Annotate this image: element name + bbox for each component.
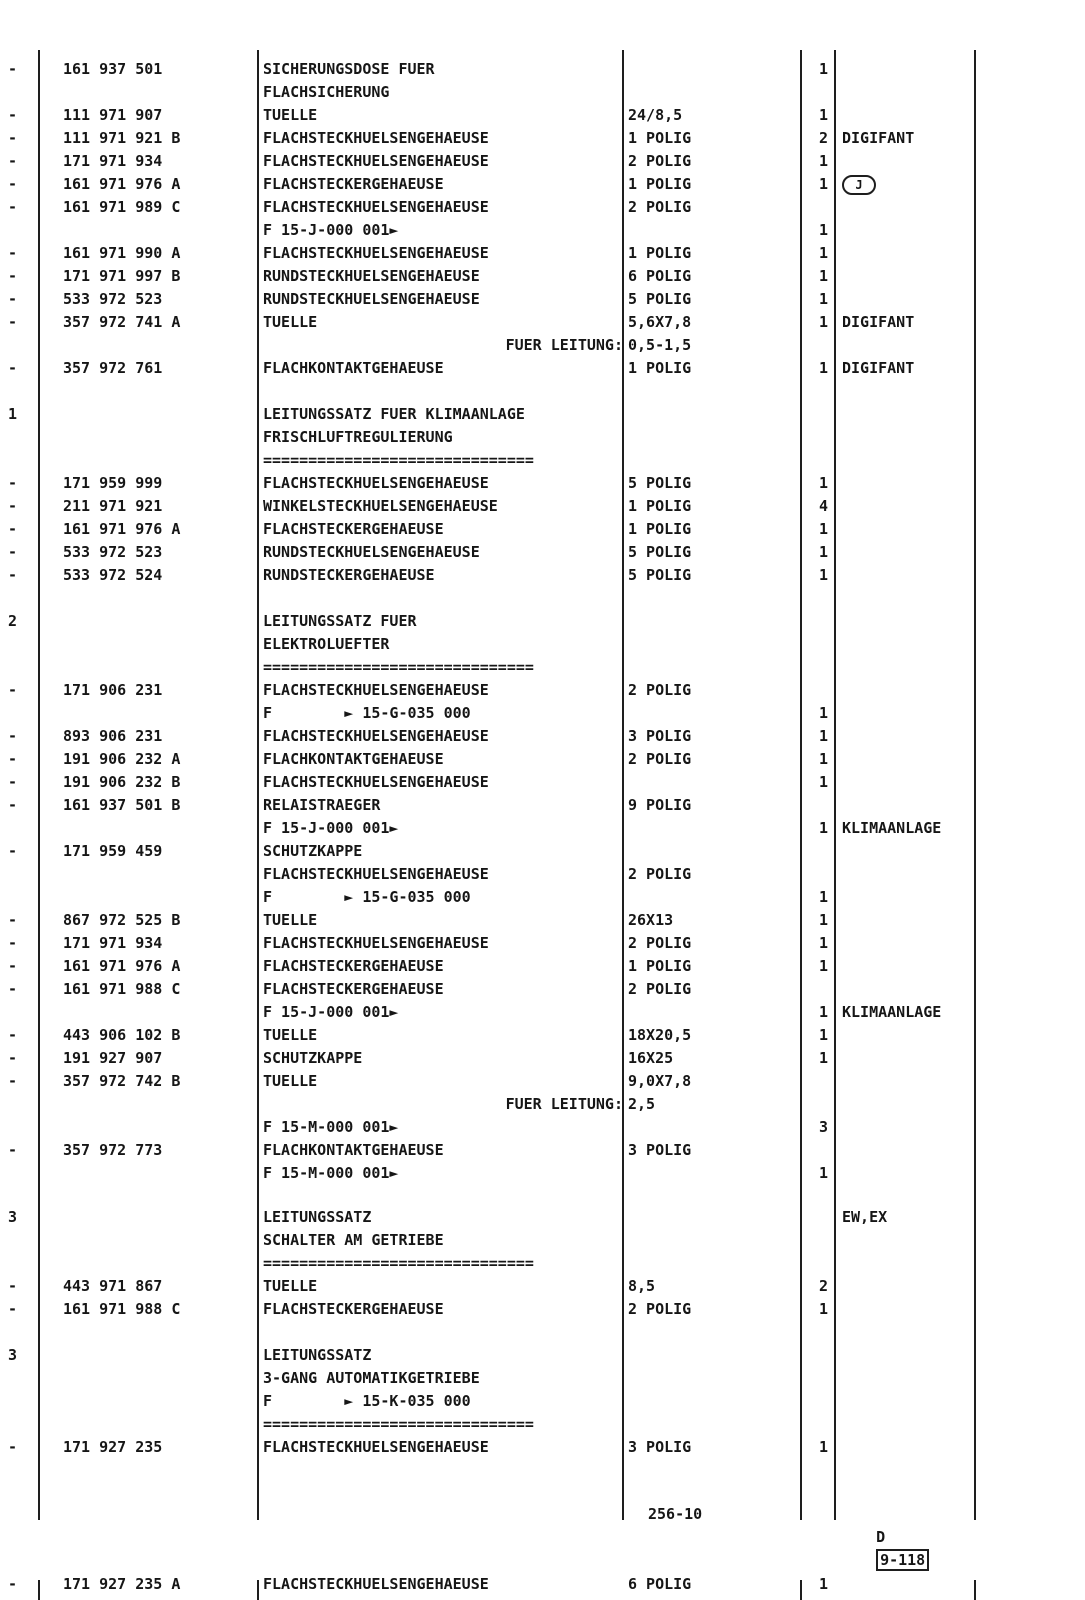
specification-cell: 26X13 [628, 911, 674, 929]
table-row [0, 748, 1085, 771]
part-number-cell: 357 972 741 A [63, 313, 181, 331]
position-cell: - [8, 934, 18, 952]
table-row [0, 1162, 1085, 1185]
specification-cell: 5 POLIG [628, 290, 692, 308]
quantity-cell: 1 [818, 1575, 828, 1593]
description-cell: FUER LEITUNG: [505, 336, 623, 354]
table-row [0, 288, 1085, 311]
table-row [0, 1093, 1085, 1116]
quantity-cell: 1 [818, 1300, 828, 1318]
specification-cell: 24/8,5 [628, 106, 683, 124]
description-cell: LEITUNGSSATZ [263, 1208, 372, 1226]
position-cell: - [8, 911, 18, 929]
part-number-cell: 161 971 988 C [63, 980, 181, 998]
position-cell: - [8, 773, 18, 791]
specification-cell: 6 POLIG [628, 267, 692, 285]
table-row [0, 426, 1085, 449]
table-row [0, 173, 1085, 196]
table-row [0, 840, 1085, 863]
position-cell: - [8, 543, 18, 561]
quantity-cell: 1 [818, 773, 828, 791]
position-cell: - [8, 1438, 18, 1456]
table-row [0, 564, 1085, 587]
description-cell: FUER LEITUNG: [505, 1095, 623, 1113]
quantity-cell: 1 [818, 520, 828, 538]
specification-cell: 6 POLIG [628, 1575, 692, 1593]
table-row [0, 449, 1085, 472]
table-row [0, 794, 1085, 817]
specification-cell: 2 POLIG [628, 152, 692, 170]
table-row [0, 104, 1085, 127]
table-row [0, 610, 1085, 633]
quantity-cell: 1 [818, 244, 828, 262]
position-cell: - [8, 1300, 18, 1318]
description-cell: SCHUTZKAPPE [263, 842, 363, 860]
table-row [0, 1116, 1085, 1139]
specification-cell: 3 POLIG [628, 1141, 692, 1159]
quantity-cell: 2 [818, 129, 828, 147]
quantity-cell: 1 [818, 1164, 828, 1182]
description-cell: LEITUNGSSATZ FUER KLIMAANLAGE [263, 405, 525, 423]
specification-cell: 2 POLIG [628, 865, 692, 883]
position-cell: - [8, 1026, 18, 1044]
position-cell: - [8, 1575, 18, 1593]
description-cell: FLACHSTECKHUELSENGEHAEUSE [263, 934, 489, 952]
quantity-cell: 1 [818, 566, 828, 584]
table-row [0, 817, 1085, 840]
part-number-cell: 161 937 501 B [63, 796, 181, 814]
table-row [0, 219, 1085, 242]
specification-cell: 2 POLIG [628, 198, 692, 216]
part-number-cell: 357 972 742 B [63, 1072, 181, 1090]
position-cell: - [8, 359, 18, 377]
quantity-cell: 1 [818, 221, 828, 239]
position-cell: - [8, 198, 18, 216]
quantity-cell: 1 [818, 1026, 828, 1044]
table-row [0, 863, 1085, 886]
table-row [0, 150, 1085, 173]
quantity-cell: 1 [818, 290, 828, 308]
page-letter: D [876, 1528, 886, 1546]
description-cell: TUELLE [263, 911, 318, 929]
position-cell: - [8, 129, 18, 147]
quantity-cell: 1 [818, 1049, 828, 1067]
description-cell: FLACHSTECKHUELSENGEHAEUSE [263, 198, 489, 216]
description-cell: FLACHSTECKHUELSENGEHAEUSE [263, 865, 489, 883]
specification-cell: 2 POLIG [628, 681, 692, 699]
description-cell: RUNDSTECKHUELSENGEHAEUSE [263, 267, 480, 285]
table-row [0, 932, 1085, 955]
table-row [0, 242, 1085, 265]
part-number-cell: 171 971 997 B [63, 267, 181, 285]
description-cell: ============================== [263, 658, 534, 676]
description-cell: ELEKTROLUEFTER [263, 635, 390, 653]
description-cell: TUELLE [263, 313, 318, 331]
table-row [0, 771, 1085, 794]
specification-cell: 5 POLIG [628, 566, 692, 584]
part-number-cell: 161 971 976 A [63, 520, 181, 538]
description-cell: FLACHSTECKHUELSENGEHAEUSE [263, 773, 489, 791]
position-cell: - [8, 796, 18, 814]
position-cell: - [8, 290, 18, 308]
table-row [0, 403, 1085, 426]
table-row [0, 472, 1085, 495]
part-number-cell: 161 937 501 [63, 60, 163, 78]
quantity-cell: 1 [818, 911, 828, 929]
position-cell: - [8, 497, 18, 515]
description-cell: RUNDSTECKHUELSENGEHAEUSE [263, 290, 480, 308]
part-number-cell: 443 906 102 B [63, 1026, 181, 1044]
description-cell: LEITUNGSSATZ FUER [263, 612, 417, 630]
page-code: 256-10 [648, 1505, 703, 1523]
description-cell: ============================== [263, 1254, 534, 1272]
specification-cell: 5 POLIG [628, 474, 692, 492]
table-row [0, 1001, 1085, 1024]
page-reference [858, 1503, 929, 1569]
part-number-cell: 171 959 459 [63, 842, 163, 860]
description-cell: F 15-M-000 001► [263, 1118, 399, 1136]
description-cell: F ► 15-K-035 000 [263, 1392, 471, 1410]
quantity-cell: 1 [818, 474, 828, 492]
description-cell: F ► 15-G-035 000 [263, 704, 471, 722]
part-number-cell: 211 971 921 [63, 497, 163, 515]
table-row [0, 702, 1085, 725]
quantity-cell: 1 [818, 704, 828, 722]
part-number-cell: 161 971 988 C [63, 1300, 181, 1318]
description-cell: 3-GANG AUTOMATIKGETRIEBE [263, 1369, 480, 1387]
specification-cell: 3 POLIG [628, 727, 692, 745]
description-cell: RUNDSTECKERGEHAEUSE [263, 566, 435, 584]
part-number-cell: 171 906 231 [63, 681, 163, 699]
description-cell: SICHERUNGSDOSE FUER [263, 60, 435, 78]
part-number-cell: 533 972 523 [63, 290, 163, 308]
description-cell: TUELLE [263, 1277, 318, 1295]
description-cell: WINKELSTECKHUELSENGEHAEUSE [263, 497, 498, 515]
part-number-cell: 443 971 867 [63, 1277, 163, 1295]
specification-cell: 0,5-1,5 [628, 336, 692, 354]
circled-code-badge [838, 173, 876, 196]
description-cell: F 15-J-000 001► [263, 221, 399, 239]
position-cell: - [8, 750, 18, 768]
part-number-cell: 161 971 990 A [63, 244, 181, 262]
specification-cell: 1 POLIG [628, 175, 692, 193]
position-cell: - [8, 980, 18, 998]
position-cell: 2 [8, 612, 18, 630]
circled-letter: J [842, 175, 876, 195]
quantity-cell: 1 [818, 1438, 828, 1456]
quantity-cell: 1 [818, 727, 828, 745]
quantity-cell: 1 [818, 106, 828, 124]
description-cell: FLACHSTECKHUELSENGEHAEUSE [263, 727, 489, 745]
remark-cell: DIGIFANT [842, 313, 915, 331]
page-number-box: 9-118 [876, 1549, 929, 1571]
quantity-cell: 1 [818, 152, 828, 170]
part-number-cell: 191 906 232 A [63, 750, 181, 768]
description-cell: F 15-J-000 001► [263, 1003, 399, 1021]
quantity-cell: 1 [818, 267, 828, 285]
specification-cell: 18X20,5 [628, 1026, 692, 1044]
quantity-cell: 1 [818, 60, 828, 78]
table-row [0, 127, 1085, 150]
specification-cell: 1 POLIG [628, 359, 692, 377]
table-row [0, 656, 1085, 679]
quantity-cell: 1 [818, 1003, 828, 1021]
position-cell: - [8, 727, 18, 745]
description-cell: FLACHSTECKHUELSENGEHAEUSE [263, 129, 489, 147]
table-row [0, 58, 1085, 81]
table-row [0, 978, 1085, 1001]
specification-cell: 5 POLIG [628, 543, 692, 561]
table-row [0, 81, 1085, 104]
description-cell: TUELLE [263, 106, 318, 124]
part-number-cell: 171 959 999 [63, 474, 163, 492]
table-row [0, 1390, 1085, 1413]
quantity-cell: 2 [818, 1277, 828, 1295]
specification-cell: 2 POLIG [628, 750, 692, 768]
description-cell: FLACHSTECKERGEHAEUSE [263, 520, 444, 538]
table-row [0, 679, 1085, 702]
description-cell: SCHUTZKAPPE [263, 1049, 363, 1067]
table-row [0, 1206, 1085, 1229]
quantity-cell: 1 [818, 750, 828, 768]
quantity-cell: 4 [818, 497, 828, 515]
position-cell: - [8, 681, 18, 699]
description-cell: TUELLE [263, 1026, 318, 1044]
description-cell: F 15-J-000 001► [263, 819, 399, 837]
part-number-cell: 533 972 524 [63, 566, 163, 584]
specification-cell: 8,5 [628, 1277, 656, 1295]
position-cell: - [8, 60, 18, 78]
position-cell: - [8, 957, 18, 975]
part-number-cell: 171 971 934 [63, 934, 163, 952]
table-row [0, 909, 1085, 932]
description-cell: FLACHSTECKERGEHAEUSE [263, 957, 444, 975]
position-cell: - [8, 842, 18, 860]
specification-cell: 9,0X7,8 [628, 1072, 692, 1090]
part-number-cell: 533 972 523 [63, 543, 163, 561]
description-cell: RUNDSTECKHUELSENGEHAEUSE [263, 543, 480, 561]
table-row [0, 541, 1085, 564]
part-number-cell: 357 972 773 [63, 1141, 163, 1159]
table-row [0, 1344, 1085, 1367]
specification-cell: 5,6X7,8 [628, 313, 692, 331]
position-cell: - [8, 1072, 18, 1090]
specification-cell: 2 POLIG [628, 1300, 692, 1318]
position-cell: - [8, 106, 18, 124]
part-number-cell: 161 971 976 A [63, 957, 181, 975]
part-number-cell: 111 971 921 B [63, 129, 181, 147]
part-number-cell: 191 906 232 B [63, 773, 181, 791]
description-cell: FLACHSTECKHUELSENGEHAEUSE [263, 681, 489, 699]
description-cell: ============================== [263, 451, 534, 469]
remark-cell: EW,EX [842, 1208, 888, 1226]
remark-cell: KLIMAANLAGE [842, 1003, 942, 1021]
specification-cell: 9 POLIG [628, 796, 692, 814]
remark-cell: KLIMAANLAGE [842, 819, 942, 837]
quantity-cell: 1 [818, 934, 828, 952]
position-cell: 1 [8, 405, 18, 423]
description-cell: TUELLE [263, 1072, 318, 1090]
description-cell: RELAISTRAEGER [263, 796, 381, 814]
part-number-cell: 893 906 231 [63, 727, 163, 745]
description-cell: FLACHSTECKHUELSENGEHAEUSE [263, 152, 489, 170]
remark-cell: DIGIFANT [842, 359, 915, 377]
table-row [0, 1275, 1085, 1298]
description-cell: FLACHSTECKHUELSENGEHAEUSE [263, 244, 489, 262]
specification-cell: 2 POLIG [628, 934, 692, 952]
position-cell: - [8, 1277, 18, 1295]
table-row [0, 1024, 1085, 1047]
table-row [0, 1367, 1085, 1390]
table-row [0, 518, 1085, 541]
specification-cell: 2 POLIG [628, 980, 692, 998]
part-number-cell: 111 971 907 [63, 106, 163, 124]
specification-cell: 2,5 [628, 1095, 656, 1113]
position-cell: - [8, 313, 18, 331]
description-cell: FLACHSICHERUNG [263, 83, 390, 101]
position-cell: - [8, 520, 18, 538]
part-number-cell: 161 971 989 C [63, 198, 181, 216]
quantity-cell: 1 [818, 819, 828, 837]
table-row [0, 1139, 1085, 1162]
specification-cell: 16X25 [628, 1049, 674, 1067]
table-row [0, 357, 1085, 380]
quantity-cell: 1 [818, 313, 828, 331]
quantity-cell: 3 [818, 1118, 828, 1136]
specification-cell: 1 POLIG [628, 244, 692, 262]
table-row [0, 1436, 1085, 1459]
table-row [0, 311, 1085, 334]
table-row [0, 196, 1085, 219]
description-cell: FLACHSTECKHUELSENGEHAEUSE [263, 1575, 489, 1593]
position-cell: - [8, 1141, 18, 1159]
table-row [0, 1298, 1085, 1321]
part-number-cell: 161 971 976 A [63, 175, 181, 193]
table-row [0, 886, 1085, 909]
table-row [0, 955, 1085, 978]
description-cell: FRISCHLUFTREGULIERUNG [263, 428, 453, 446]
description-cell: FLACHKONTAKTGEHAEUSE [263, 359, 444, 377]
description-cell: FLACHKONTAKTGEHAEUSE [263, 1141, 444, 1159]
description-cell: LEITUNGSSATZ [263, 1346, 372, 1364]
table-row [0, 1252, 1085, 1275]
table-row [0, 1070, 1085, 1093]
specification-cell: 3 POLIG [628, 1438, 692, 1456]
table-row [0, 495, 1085, 518]
position-cell: 3 [8, 1208, 18, 1226]
position-cell: - [8, 474, 18, 492]
position-cell: 3 [8, 1346, 18, 1364]
table-row [0, 1413, 1085, 1436]
description-cell: FLACHSTECKHUELSENGEHAEUSE [263, 1438, 489, 1456]
position-cell: - [8, 152, 18, 170]
description-cell: FLACHSTECKERGEHAEUSE [263, 980, 444, 998]
position-cell: - [8, 267, 18, 285]
description-cell: FLACHKONTAKTGEHAEUSE [263, 750, 444, 768]
description-cell: ============================== [263, 1415, 534, 1433]
part-number-cell: 867 972 525 B [63, 911, 181, 929]
specification-cell: 1 POLIG [628, 129, 692, 147]
quantity-cell: 1 [818, 888, 828, 906]
part-number-cell: 171 971 934 [63, 152, 163, 170]
quantity-cell: 1 [818, 359, 828, 377]
quantity-cell: 1 [818, 543, 828, 561]
description-cell: FLACHSTECKHUELSENGEHAEUSE [263, 474, 489, 492]
specification-cell: 1 POLIG [628, 957, 692, 975]
description-cell: SCHALTER AM GETRIEBE [263, 1231, 444, 1249]
table-row [0, 1229, 1085, 1252]
quantity-cell: 1 [818, 957, 828, 975]
table-row [0, 1573, 1085, 1596]
description-cell: FLACHSTECKERGEHAEUSE [263, 175, 444, 193]
position-cell: - [8, 566, 18, 584]
specification-cell: 1 POLIG [628, 520, 692, 538]
part-number-cell: 171 927 235 A [63, 1575, 181, 1593]
part-number-cell: 171 927 235 [63, 1438, 163, 1456]
specification-cell: 1 POLIG [628, 497, 692, 515]
table-row [0, 334, 1085, 357]
table-row [0, 633, 1085, 656]
description-cell: F 15-M-000 001► [263, 1164, 399, 1182]
description-cell: FLACHSTECKERGEHAEUSE [263, 1300, 444, 1318]
table-row [0, 265, 1085, 288]
part-number-cell: 357 972 761 [63, 359, 163, 377]
description-cell: F ► 15-G-035 000 [263, 888, 471, 906]
part-number-cell: 191 927 907 [63, 1049, 163, 1067]
position-cell: - [8, 244, 18, 262]
quantity-cell: 1 [818, 175, 828, 193]
table-row [0, 1047, 1085, 1070]
table-row [0, 725, 1085, 748]
position-cell: - [8, 1049, 18, 1067]
remark-cell: DIGIFANT [842, 129, 915, 147]
position-cell: - [8, 175, 18, 193]
